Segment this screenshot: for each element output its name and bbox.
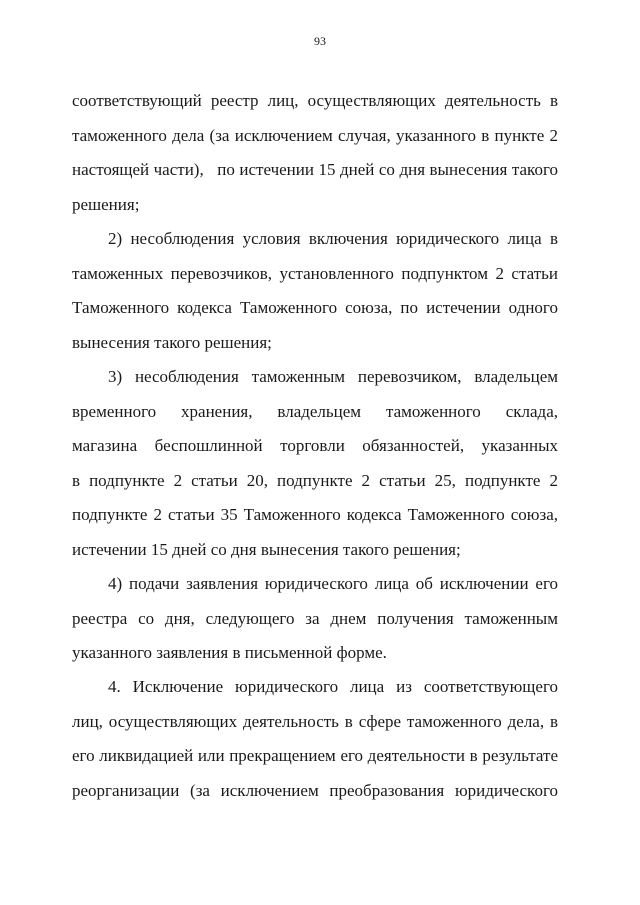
text-line: настоящей части), по истечении 15 дней со дня вынесения такого — [72, 160, 558, 179]
paragraph-item-3 — [72, 360, 558, 567]
text-line: реорганизации (за исключением преобразования юридического — [72, 780, 558, 800]
paragraph-item-2 — [72, 222, 558, 360]
text-line: таможенного дела (за исключением случая, указанного в пункте 2 — [72, 125, 558, 145]
text-line: временного хранения, владельцем таможенного склада, — [72, 401, 558, 421]
text-line: 3) несоблюдения таможенным перевозчиком, владельцем — [108, 367, 558, 386]
text-line: в подпункте 2 статьи 20, подпункте 2 статьи 25, подпункте 2 — [72, 470, 558, 490]
text-line: 4. Исключение юридического лица из соответствующего — [108, 677, 558, 696]
text-line: 4) подачи заявления юридического лица об исключении его — [108, 574, 558, 593]
text-line: истечении 15 дней со дня вынесения такого решения; — [72, 539, 461, 559]
paragraph-item-4 — [72, 567, 558, 671]
paragraph-section-4 — [72, 670, 558, 808]
text-line: 2) несоблюдения условия включения юридического лица в — [108, 229, 558, 248]
text-line: его ликвидацией или прекращением его деятельности в результате — [72, 746, 558, 765]
text-line: магазина беспошлинной торговли обязанностей, указанных — [72, 436, 558, 455]
text-line: лиц, осуществляющих деятельность в сфере таможенного дела, в — [72, 711, 558, 731]
text-line: вынесения такого решения; — [72, 332, 272, 352]
text-line: реестра со дня, следующего за днем получения таможенным — [72, 608, 558, 628]
text-line: подпункте 2 статьи 35 Таможенного кодекса Таможенного союза, — [72, 505, 558, 524]
page-number: 93 — [314, 34, 326, 48]
text-line: указанного заявления в письменной форме. — [72, 643, 387, 662]
text-line: таможенных перевозчиков, установленного подпунктом 2 статьи — [72, 263, 558, 283]
text-line: соответствующий реестр лиц, осуществляющих деятельность в — [72, 91, 558, 110]
text-line: решения; — [72, 194, 140, 214]
text-line: Таможенного кодекса Таможенного союза, по истечении одного — [72, 298, 558, 317]
paragraph-continuation — [72, 84, 558, 222]
